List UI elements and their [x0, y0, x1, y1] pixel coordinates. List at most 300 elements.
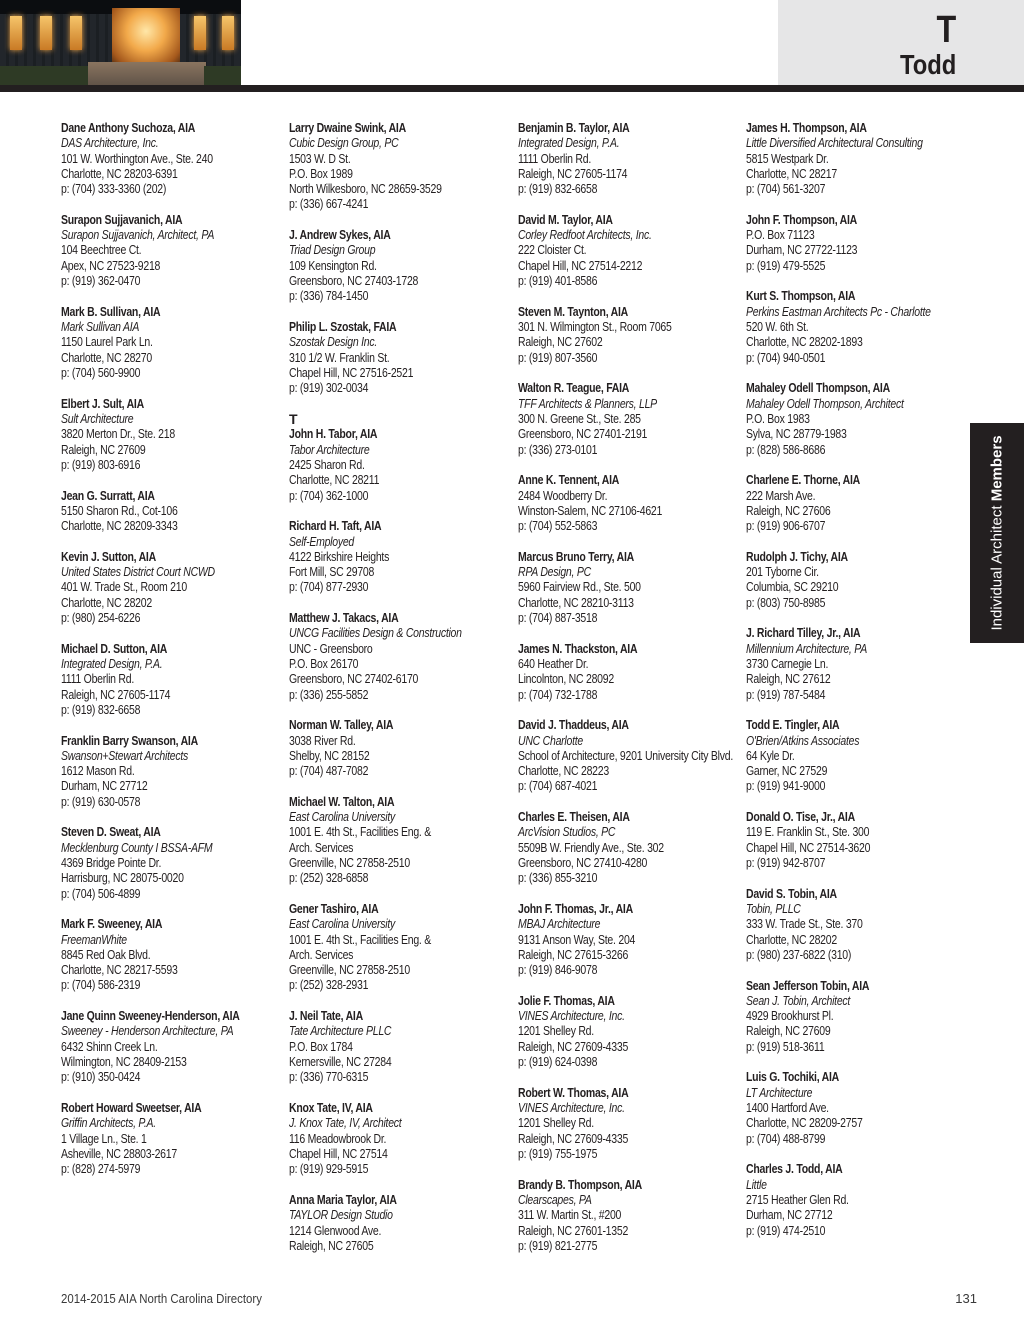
- member-entry: [289, 795, 509, 887]
- member-firm: VINES Architecture, Inc.: [518, 1009, 625, 1024]
- member-phone: p: (704) 561-3207: [746, 182, 826, 197]
- member-entry: [518, 1178, 738, 1254]
- member-name: James N. Thackston, AIA: [518, 641, 638, 656]
- member-address: P.O. Box 1784: [289, 1039, 353, 1054]
- member-address: 4369 Bridge Pointe Dr.: [61, 856, 162, 870]
- member-address: 101 W. Worthington Ave., Ste. 240: [61, 151, 213, 166]
- member-entry: [61, 917, 281, 993]
- member-address: 1201 Shelley Rd.: [518, 1116, 594, 1131]
- photo-window: [10, 16, 22, 50]
- member-address: 1111 Oberlin Rd.: [61, 672, 135, 687]
- member-address: Charlotte, NC 28202-1893: [746, 335, 863, 350]
- member-entry: [746, 213, 966, 274]
- member-address: 1201 Shelley Rd.: [518, 1024, 594, 1039]
- member-address: Chapel Hill, NC 27514: [289, 1146, 388, 1161]
- member-phone: p: (704) 333-3360 (202): [61, 182, 167, 197]
- member-entry: [746, 979, 966, 1055]
- member-phone: p: (704) 506-4899: [61, 886, 141, 901]
- member-phone: p: (919) 832-6658: [518, 182, 598, 197]
- member-phone: p: (910) 350-0424: [61, 1070, 141, 1085]
- member-firm: Sean J. Tobin, Architect: [746, 993, 851, 1008]
- member-firm: East Carolina University: [289, 810, 395, 825]
- member-firm: Self-Employed: [289, 534, 355, 549]
- member-address: 1111 Oberlin Rd.: [518, 151, 592, 166]
- member-phone: p: (919) 755-1975: [518, 1146, 598, 1161]
- member-name: Michael D. Sutton, AIA: [61, 641, 168, 656]
- member-firm: Sweeney - Henderson Architecture, PA: [61, 1024, 234, 1039]
- member-name: Elbert J. Sult, AIA: [61, 396, 144, 411]
- member-name: Brandy B. Thompson, AIA: [518, 1177, 642, 1192]
- member-firm: LT Architecture: [746, 1085, 813, 1100]
- member-phone: p: (919) 787-5484: [746, 687, 826, 702]
- member-entry: [289, 1009, 509, 1085]
- member-entry: [746, 887, 966, 963]
- member-address: 640 Heather Dr.: [518, 656, 589, 671]
- member-phone: p: (919) 821-2775: [518, 1238, 598, 1253]
- member-firm: DAS Architecture, Inc.: [61, 136, 159, 151]
- member-name: Donald O. Tise, Jr., AIA: [746, 810, 855, 825]
- member-address: 4929 Brookhurst Pl.: [746, 1009, 834, 1024]
- member-phone: p: (704) 362-1000: [289, 488, 369, 503]
- member-name: Steven M. Taynton, AIA: [518, 304, 628, 319]
- member-address: Durham, NC 27712: [746, 1208, 833, 1223]
- member-phone: p: (980) 254-6226: [61, 610, 141, 625]
- member-address: 2425 Sharon Rd.: [289, 457, 365, 472]
- member-firm: RPA Design, PC: [518, 565, 591, 580]
- photo-lawn: [204, 66, 241, 86]
- member-address: 5150 Sharon Rd., Cot-106: [61, 503, 178, 518]
- member-name: Benjamin B. Taylor, AIA: [518, 121, 630, 135]
- member-entry: [746, 381, 966, 457]
- member-phone: p: (336) 770-6315: [289, 1070, 369, 1085]
- member-name: James H. Thompson, AIA: [746, 121, 867, 135]
- member-entry: [518, 213, 738, 289]
- member-entry: [61, 305, 281, 381]
- member-entry: [289, 320, 509, 396]
- member-name: Jolie F. Thomas, AIA: [518, 993, 615, 1008]
- member-address: 401 W. Trade St., Room 210: [61, 580, 187, 595]
- member-name: Surapon Sujjavanich, AIA: [61, 212, 183, 227]
- member-entry: [289, 121, 509, 213]
- member-entry: [289, 1193, 509, 1254]
- member-address: 1400 Hartford Ave.: [746, 1101, 829, 1116]
- member-address: Shelby, NC 28152: [289, 748, 370, 763]
- member-firm: Little: [746, 1177, 767, 1192]
- member-phone: p: (919) 906-6707: [746, 519, 826, 534]
- member-name: Matthew J. Takacs, AIA: [289, 611, 399, 626]
- directory-column: [518, 121, 738, 1269]
- member-firm: Griffin Architects, P.A.: [61, 1116, 156, 1131]
- member-phone: p: (919) 630-0578: [61, 794, 141, 809]
- member-address: Raleigh, NC 27609: [61, 442, 146, 457]
- member-address: Greenville, NC 27858-2510: [289, 963, 410, 978]
- member-address: 5815 Westpark Dr.: [746, 151, 829, 166]
- member-entry: [518, 473, 738, 534]
- member-phone: p: (336) 667-4241: [289, 197, 369, 212]
- member-entry: [518, 902, 738, 978]
- member-address: 1150 Laurel Park Ln.: [61, 335, 153, 350]
- member-address: 1001 E. 4th St., Facilities Eng. &: [289, 825, 432, 840]
- member-name: John F. Thompson, AIA: [746, 212, 857, 227]
- member-firm: TFF Architects & Planners, LLP: [518, 396, 657, 411]
- member-address: Charlotte, NC 28202: [746, 932, 837, 947]
- member-address: Charlotte, NC 28202: [61, 595, 152, 610]
- section-index-block: [778, 0, 1024, 85]
- member-phone: p: (803) 750-8985: [746, 595, 826, 610]
- member-entry: [61, 825, 281, 901]
- directory-column: [289, 121, 509, 1270]
- member-address: 5960 Fairview Rd., Ste. 500: [518, 580, 641, 595]
- member-phone: p: (919) 474-2510: [746, 1223, 826, 1238]
- member-address: Raleigh, NC 27609-4335: [518, 1131, 629, 1146]
- member-name: Philip L. Szostak, FAIA: [289, 320, 397, 335]
- member-address: Charlotte, NC 28211: [289, 473, 380, 488]
- member-phone: p: (919) 941-9000: [746, 779, 826, 794]
- member-entry: [61, 642, 281, 718]
- side-tab-bold: Members: [988, 435, 1006, 502]
- member-entry: [61, 121, 281, 197]
- member-address: Charlotte, NC 28209-3343: [61, 519, 178, 534]
- member-phone: p: (704) 586-2319: [61, 978, 141, 993]
- section-side-tab: [970, 423, 1024, 643]
- member-address: Raleigh, NC 27605: [289, 1238, 374, 1253]
- member-address: Charlotte, NC 28203-6391: [61, 166, 178, 181]
- member-name: John H. Tabor, AIA: [289, 427, 378, 442]
- member-entry: [289, 228, 509, 304]
- member-firm: FreemanWhite: [61, 932, 127, 947]
- member-address: Raleigh, NC 27615-3266: [518, 947, 629, 962]
- member-phone: p: (704) 488-8799: [746, 1131, 826, 1146]
- member-address: Arch. Services: [289, 947, 354, 962]
- member-firm: Perkins Eastman Architects Pc - Charlotte: [746, 304, 931, 319]
- member-entry: [289, 427, 509, 503]
- member-phone: p: (919) 624-0398: [518, 1055, 598, 1070]
- member-address: 5509B W. Friendly Ave., Ste. 302: [518, 840, 664, 855]
- member-entry: [746, 1162, 966, 1238]
- member-address: Charlotte, NC 28223: [518, 764, 609, 779]
- member-entry: [289, 1101, 509, 1177]
- member-phone: p: (252) 328-2931: [289, 978, 369, 993]
- member-entry: [746, 121, 966, 197]
- member-address: North Wilkesboro, NC 28659-3529: [289, 182, 442, 197]
- member-address: Raleigh, NC 27609: [746, 1024, 831, 1039]
- member-address: Harrisburg, NC 28075-0020: [61, 871, 184, 886]
- member-firm: Integrated Design, P.A.: [61, 656, 163, 671]
- member-address: 310 1/2 W. Franklin St.: [289, 350, 390, 365]
- member-address: P.O. Box 1983: [746, 411, 810, 426]
- header-rule: [0, 85, 1024, 92]
- member-address: 1612 Mason Rd.: [61, 764, 135, 779]
- member-name: Mark B. Sullivan, AIA: [61, 304, 161, 319]
- member-address: Charlotte, NC 28217: [746, 166, 837, 181]
- member-phone: p: (919) 401-8586: [518, 274, 598, 289]
- member-address: Raleigh, NC 27601-1352: [518, 1223, 629, 1238]
- member-address: 3820 Merton Dr., Ste. 218: [61, 427, 175, 442]
- member-name: Anne K. Tennent, AIA: [518, 473, 620, 488]
- member-phone: p: (919) 942-8707: [746, 856, 826, 870]
- member-firm: Tate Architecture PLLC: [289, 1024, 392, 1039]
- member-entry: [289, 718, 509, 779]
- member-entry: [518, 718, 738, 794]
- member-address: Raleigh, NC 27606: [746, 503, 831, 518]
- member-firm: East Carolina University: [289, 917, 395, 932]
- member-address: 3038 River Rd.: [289, 733, 356, 748]
- member-address: Raleigh, NC 27605-1174: [61, 687, 171, 702]
- page-number: 131: [955, 1291, 977, 1306]
- member-phone: p: (704) 732-1788: [518, 687, 598, 702]
- member-phone: p: (919) 929-5915: [289, 1162, 369, 1177]
- member-address: Columbia, SC 29210: [746, 580, 839, 595]
- member-address: 520 W. 6th St.: [746, 320, 809, 335]
- member-entry: [746, 718, 966, 794]
- member-firm: Cubic Design Group, PC: [289, 136, 399, 151]
- section-letter: T: [936, 9, 956, 51]
- member-entry: [746, 289, 966, 365]
- member-name: Michael W. Talton, AIA: [289, 794, 395, 809]
- member-name: Gener Tashiro, AIA: [289, 902, 379, 916]
- letter-heading: T: [289, 410, 298, 427]
- member-name: Mahaley Odell Thompson, AIA: [746, 381, 890, 396]
- member-firm: Tabor Architecture: [289, 442, 370, 457]
- member-address: 3730 Carnegie Ln.: [746, 656, 829, 671]
- member-address: Greensboro, NC 27403-1728: [289, 274, 419, 289]
- member-entry: [746, 810, 966, 871]
- member-name: Mark F. Sweeney, AIA: [61, 917, 163, 932]
- member-entry: [518, 810, 738, 886]
- member-name: Kurt S. Thompson, AIA: [746, 289, 856, 304]
- member-phone: p: (919) 302-0034: [289, 381, 369, 396]
- member-name: Rudolph J. Tichy, AIA: [746, 549, 848, 564]
- member-phone: p: (704) 687-4021: [518, 779, 598, 794]
- member-address: Greensboro, NC 27402-6170: [289, 672, 419, 687]
- member-name: Steven D. Sweat, AIA: [61, 825, 161, 840]
- member-firm: Mecklenburg County I BSSA-AFM: [61, 840, 213, 855]
- member-firm: United States District Court NCWD: [61, 565, 215, 580]
- member-entry: [289, 902, 509, 994]
- member-address: 2715 Heather Glen Rd.: [746, 1192, 849, 1207]
- member-firm: J. Knox Tate, IV, Architect: [289, 1116, 402, 1131]
- member-phone: p: (980) 237-6822 (310): [746, 947, 852, 962]
- member-address: 222 Marsh Ave.: [746, 488, 816, 503]
- member-name: J. Richard Tilley, Jr., AIA: [746, 626, 861, 641]
- member-address: Durham, NC 27722-1123: [746, 243, 858, 258]
- member-address: 104 Beechtree Ct.: [61, 243, 142, 258]
- member-address: Chapel Hill, NC 27516-2521: [289, 365, 414, 380]
- member-firm: Little Diversified Architectural Consulting: [746, 136, 923, 151]
- member-address: School of Architecture, 9201 University City Blvd.: [518, 748, 734, 763]
- photo-window: [194, 16, 206, 50]
- member-name: Todd E. Tingler, AIA: [746, 718, 840, 733]
- member-entry: [518, 994, 738, 1070]
- member-entry: [61, 397, 281, 473]
- member-firm: UNC Charlotte: [518, 733, 583, 748]
- member-name: Jean G. Surratt, AIA: [61, 488, 155, 503]
- member-phone: p: (919) 518-3611: [746, 1039, 825, 1054]
- member-firm: Triad Design Group: [289, 243, 376, 258]
- member-phone: p: (704) 940-0501: [746, 350, 826, 365]
- member-address: 9131 Anson Way, Ste. 204: [518, 932, 636, 947]
- member-name: David M. Taylor, AIA: [518, 212, 613, 227]
- member-firm: UNCG Facilities Design & Construction: [289, 626, 462, 641]
- member-address: P.O. Box 1989: [289, 166, 353, 181]
- member-address: Chapel Hill, NC 27514-2212: [518, 258, 643, 273]
- member-address: Greensboro, NC 27410-4280: [518, 856, 648, 870]
- member-entry: [289, 611, 509, 703]
- member-address: Greenville, NC 27858-2510: [289, 856, 410, 871]
- member-name: Dane Anthony Suchoza, AIA: [61, 121, 196, 135]
- member-entry: [61, 1101, 281, 1177]
- header-photo: [0, 0, 241, 86]
- member-entry: [746, 473, 966, 534]
- directory-column: [61, 121, 281, 1193]
- member-phone: p: (704) 552-5863: [518, 519, 598, 534]
- member-address: Garner, NC 27529: [746, 764, 828, 779]
- member-address: Raleigh, NC 27605-1174: [518, 166, 628, 181]
- side-tab-label: [989, 435, 1006, 630]
- member-firm: Corley Redfoot Architects, Inc.: [518, 228, 652, 243]
- member-entry: [289, 519, 509, 595]
- member-name: Norman W. Talley, AIA: [289, 718, 394, 733]
- member-firm: MBAJ Architecture: [518, 917, 601, 932]
- footer-publication: 2014-2015 AIA North Carolina Directory: [61, 1291, 262, 1306]
- member-address: Fort Mill, SC 29708: [289, 565, 375, 580]
- member-firm: VINES Architecture, Inc.: [518, 1101, 625, 1116]
- member-address: Greensboro, NC 27401-2191: [518, 427, 648, 442]
- photo-window: [222, 16, 234, 50]
- member-phone: p: (336) 784-1450: [289, 289, 369, 304]
- member-name: Marcus Bruno Terry, AIA: [518, 549, 634, 564]
- member-firm: Szostak Design Inc.: [289, 335, 378, 350]
- member-address: 201 Tyborne Cir.: [746, 565, 819, 580]
- member-address: Asheville, NC 28803-2617: [61, 1146, 177, 1161]
- member-name: Charlene E. Thorne, AIA: [746, 473, 861, 488]
- member-entry: [61, 489, 281, 535]
- section-range-name: Todd: [899, 49, 956, 80]
- member-firm: Integrated Design, P.A.: [518, 136, 620, 151]
- member-entry: [61, 550, 281, 626]
- member-address: 116 Meadowbrook Dr.: [289, 1131, 387, 1146]
- member-entry: [518, 1086, 738, 1162]
- member-phone: p: (704) 877-2930: [289, 580, 369, 595]
- member-address: Raleigh, NC 27609-4335: [518, 1039, 629, 1054]
- member-firm: Millennium Architecture, PA: [746, 641, 867, 656]
- member-name: Franklin Barry Swanson, AIA: [61, 733, 198, 748]
- member-firm: Tobin, PLLC: [746, 901, 801, 916]
- member-firm: Mark Sullivan AIA: [61, 320, 140, 335]
- member-phone: p: (919) 846-9078: [518, 963, 598, 978]
- member-address: UNC - Greensboro: [289, 641, 373, 656]
- member-address: Lincolnton, NC 28092: [518, 672, 614, 687]
- member-address: 2484 Woodberry Dr.: [518, 488, 608, 503]
- member-name: Knox Tate, IV, AIA: [289, 1101, 373, 1116]
- member-entry: [61, 734, 281, 810]
- photo-lawn: [0, 66, 90, 86]
- member-firm: TAYLOR Design Studio: [289, 1208, 393, 1223]
- member-name: Charles E. Theisen, AIA: [518, 810, 630, 825]
- member-entry: [518, 305, 738, 366]
- member-phone: p: (704) 560-9900: [61, 365, 141, 380]
- member-address: 1 Village Ln., Ste. 1: [61, 1131, 147, 1146]
- member-address: Raleigh, NC 27602: [518, 335, 603, 350]
- member-name: Robert Howard Sweetser, AIA: [61, 1101, 202, 1116]
- member-entry: [746, 626, 966, 702]
- member-entry: [518, 550, 738, 626]
- member-entry: [746, 1070, 966, 1146]
- photo-window: [70, 16, 82, 50]
- member-phone: p: (704) 887-3518: [518, 610, 598, 625]
- member-phone: p: (252) 328-6858: [289, 871, 369, 886]
- member-phone: p: (336) 855-3210: [518, 871, 598, 886]
- member-name: Sean Jefferson Tobin, AIA: [746, 978, 870, 993]
- member-name: Robert W. Thomas, AIA: [518, 1085, 629, 1100]
- member-phone: p: (704) 487-7082: [289, 764, 369, 779]
- member-name: Jane Quinn Sweeney-Henderson, AIA: [61, 1009, 240, 1024]
- member-name: John F. Thomas, Jr., AIA: [518, 901, 633, 916]
- member-address: 8845 Red Oak Blvd.: [61, 947, 151, 962]
- photo-window: [40, 16, 52, 50]
- member-address: 4122 Birkshire Heights: [289, 549, 390, 564]
- member-name: Anna Maria Taylor, AIA: [289, 1192, 397, 1207]
- member-address: 119 E. Franklin St., Ste. 300: [746, 825, 870, 840]
- member-address: Charlotte, NC 28270: [61, 350, 152, 365]
- member-entry: [61, 1009, 281, 1085]
- member-address: Wilmington, NC 28409-2153: [61, 1055, 187, 1070]
- member-name: Kevin J. Sutton, AIA: [61, 549, 156, 564]
- member-firm: ArcVision Studios, PC: [518, 825, 616, 840]
- member-phone: p: (336) 255-5852: [289, 687, 369, 702]
- member-address: 333 W. Trade St., Ste. 370: [746, 917, 863, 932]
- member-address: Sylva, NC 28779-1983: [746, 427, 847, 442]
- member-phone: p: (828) 586-8686: [746, 442, 826, 457]
- member-name: Walton R. Teague, FAIA: [518, 381, 630, 396]
- side-tab-prefix: Individual Architect: [988, 501, 1006, 631]
- member-address: 300 N. Greene St., Ste. 285: [518, 411, 641, 426]
- member-firm: O'Brien/Atkins Associates: [746, 733, 860, 748]
- member-phone: p: (828) 274-5979: [61, 1162, 141, 1177]
- member-address: Arch. Services: [289, 840, 354, 855]
- member-phone: p: (919) 479-5525: [746, 258, 826, 273]
- member-firm: Mahaley Odell Thompson, Architect: [746, 396, 904, 411]
- member-address: P.O. Box 71123: [746, 228, 815, 243]
- photo-steps: [88, 62, 206, 86]
- member-entry: [746, 550, 966, 611]
- member-address: Winston-Salem, NC 27106-4621: [518, 503, 663, 518]
- member-entry: [518, 381, 738, 457]
- member-name: Richard H. Taft, AIA: [289, 519, 382, 534]
- member-firm: Swanson+Stewart Architects: [61, 748, 188, 763]
- member-address: 64 Kyle Dr.: [746, 748, 795, 763]
- member-name: David S. Tobin, AIA: [746, 886, 837, 901]
- member-address: 6432 Shinn Creek Ln.: [61, 1039, 158, 1054]
- member-firm: Clearscapes, PA: [518, 1192, 592, 1207]
- member-address: 222 Cloister Ct.: [518, 243, 587, 258]
- member-address: Kernersville, NC 27284: [289, 1055, 392, 1070]
- member-address: 311 W. Martin St., #200: [518, 1208, 622, 1223]
- member-address: Charlotte, NC 28217-5593: [61, 963, 178, 978]
- member-phone: p: (919) 832-6658: [61, 702, 141, 717]
- member-phone: p: (336) 273-0101: [518, 442, 598, 457]
- member-phone: p: (919) 807-3560: [518, 350, 598, 365]
- member-name: J. Andrew Sykes, AIA: [289, 228, 391, 243]
- member-address: Apex, NC 27523-9218: [61, 258, 161, 273]
- member-address: Charlotte, NC 28209-2757: [746, 1116, 863, 1131]
- member-entry: [518, 121, 738, 197]
- member-phone: p: (919) 362-0470: [61, 274, 141, 289]
- member-firm: Sult Architecture: [61, 411, 134, 426]
- member-address: Chapel Hill, NC 27514-3620: [746, 840, 871, 855]
- member-address: 301 N. Wilmington St., Room 7065: [518, 320, 672, 335]
- member-name: Larry Dwaine Swink, AIA: [289, 121, 406, 135]
